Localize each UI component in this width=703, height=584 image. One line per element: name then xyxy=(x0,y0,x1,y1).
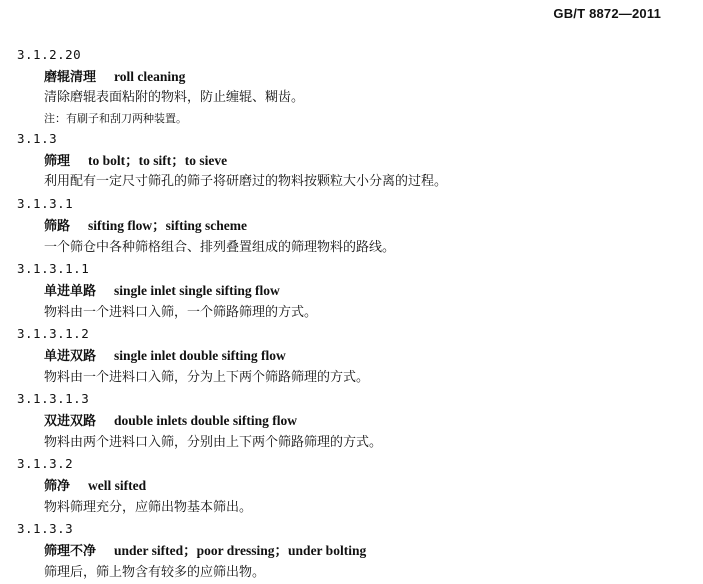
term-definition: 一个筛仓中各种筛格组合、排列叠置组成的筛理物料的路线。 xyxy=(44,239,396,255)
term-chinese: 筛净 xyxy=(44,479,71,495)
term-chinese: 单进单路 xyxy=(44,283,97,299)
term-definition: 物料由一个进料口入筛，一个筛路筛理的方式。 xyxy=(44,304,318,320)
clause-number: 3.1.3.1.1 xyxy=(17,261,90,277)
clause-number: 3.1.3 xyxy=(17,131,58,147)
term-chinese: 筛路 xyxy=(44,218,71,234)
term-entry-3-1-3 xyxy=(0,128,703,193)
clause-number: 3.1.3.1.2 xyxy=(17,326,90,342)
term-line xyxy=(0,215,703,237)
term-english: to bolt；to sift；to sieve xyxy=(88,152,228,168)
term-entry-3-1-3-1-2 xyxy=(0,323,703,388)
clause-number: 3.1.3.2 xyxy=(17,456,74,472)
term-entry-3-1-3-1-1 xyxy=(0,258,703,323)
term-entry-3-1-3-1-3 xyxy=(0,388,703,453)
term-chinese: 筛理不净 xyxy=(44,544,97,560)
term-english: roll cleaning xyxy=(114,68,186,84)
clause-number: 3.1.3.1 xyxy=(17,196,74,212)
term-line xyxy=(0,475,703,497)
term-line xyxy=(0,66,703,88)
term-chinese: 双进双路 xyxy=(44,414,97,429)
term-english: single inlet single sifting flow xyxy=(114,282,280,298)
clause-number: 3.1.3.3 xyxy=(17,521,74,537)
term-english: double inlets double sifting flow xyxy=(114,413,298,428)
term-entry-3-1-3-2 xyxy=(0,453,703,518)
term-line xyxy=(0,280,703,302)
term-line xyxy=(0,540,703,562)
term-definition: 物料筛理充分，应筛出物基本筛出。 xyxy=(44,499,253,515)
term-chinese: 筛理 xyxy=(44,153,71,169)
term-definition: 物料由两个进料口入筛，分别由上下两个筛路筛理的方式。 xyxy=(44,434,383,450)
term-line xyxy=(0,150,703,172)
term-definition: 物料由一个进料口入筛，分为上下两个筛路筛理的方式。 xyxy=(44,369,370,385)
clause-number: 3.1.3.1.3 xyxy=(17,391,90,407)
standard-code: GB/T 8872—2011 xyxy=(553,6,661,21)
term-entry-3-1-3-3 xyxy=(0,518,703,583)
term-line xyxy=(0,410,703,432)
clause-number: 3.1.2.20 xyxy=(17,47,82,62)
term-definition: 筛理后，筛上物含有较多的应筛出物。 xyxy=(44,564,266,580)
term-entries xyxy=(0,44,703,584)
term-english: under sifted；poor dressing；under bolting xyxy=(114,543,367,559)
term-english: sifting flow；sifting scheme xyxy=(88,217,248,233)
term-note: 注：有刷子和刮刀两种装置。 xyxy=(44,112,187,126)
term-definition: 利用配有一定尺寸筛孔的筛子将研磨过的物料按颗粒大小分离的过程。 xyxy=(44,174,448,190)
term-english: single inlet double sifting flow xyxy=(114,347,286,363)
term-line xyxy=(0,345,703,367)
term-english: well sifted xyxy=(88,478,147,494)
term-entry-3-1-2-20 xyxy=(0,44,703,128)
term-entry-3-1-3-1 xyxy=(0,193,703,258)
term-chinese: 磨辊清理 xyxy=(44,69,97,85)
term-definition: 清除磨辊表面粘附的物料，防止缠辊、糊齿。 xyxy=(44,90,305,106)
term-chinese: 单进双路 xyxy=(44,348,97,364)
